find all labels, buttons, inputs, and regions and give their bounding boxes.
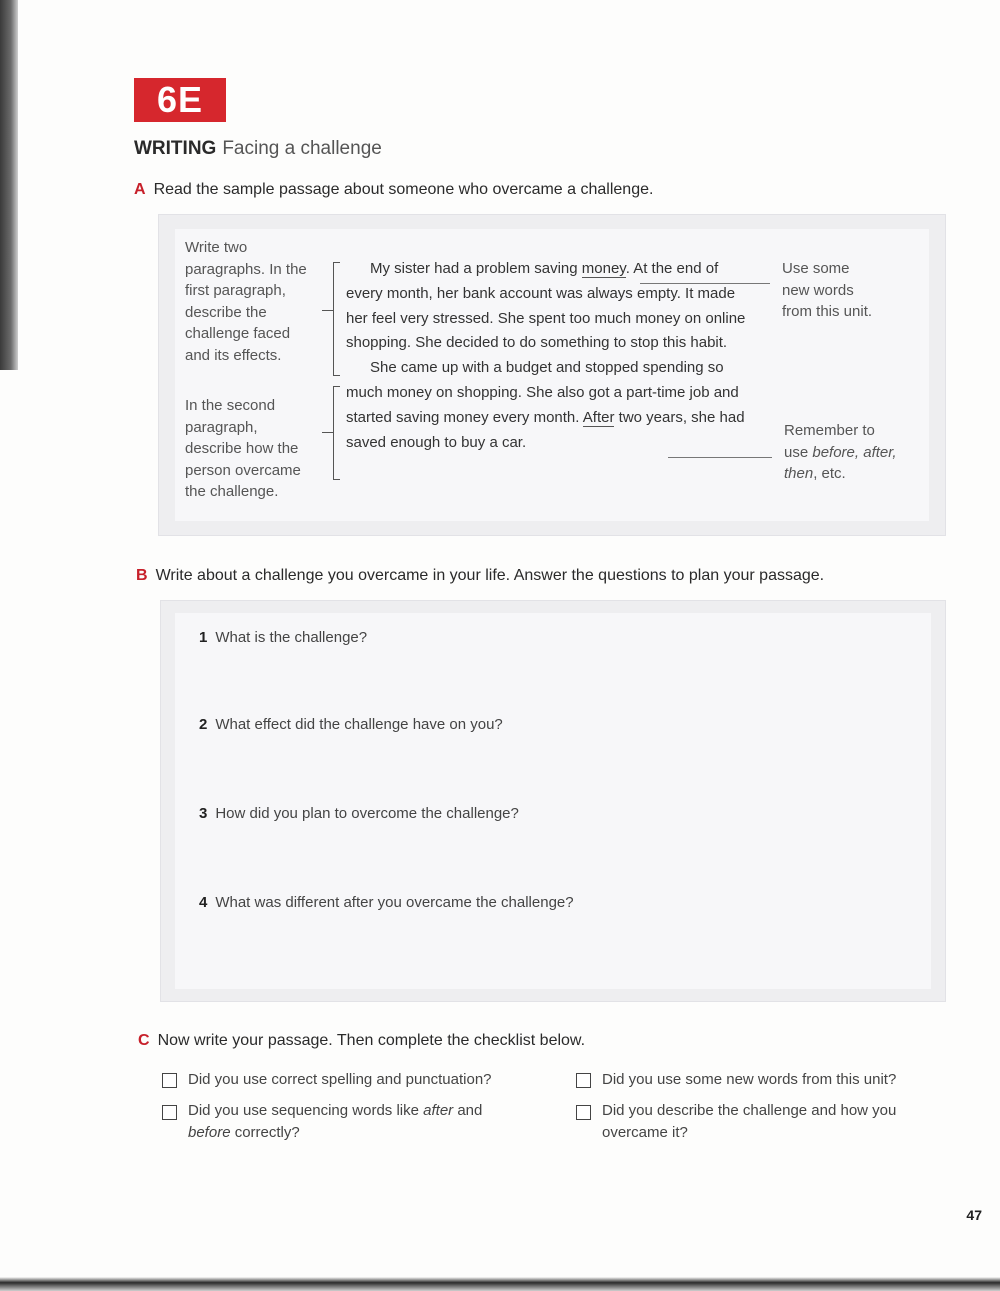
question-number: 4	[199, 894, 208, 911]
sample-passage	[346, 257, 746, 455]
paragraph-text: two years, she had saved enough to buy a car.	[346, 408, 745, 451]
leader-line-sequencing	[668, 457, 772, 458]
checklist-text: overcame it?	[602, 1124, 688, 1141]
note-line: challenge faced	[185, 325, 291, 342]
checklist-item-spelling: Did you use correct spelling and punctuation?	[188, 1071, 492, 1088]
section-a-letter: A	[134, 181, 146, 198]
note-line: and its effects.	[185, 346, 282, 364]
question-2	[199, 716, 503, 733]
plan-panel-inner	[175, 613, 931, 989]
paragraph-1-bracket	[333, 262, 340, 376]
paragraph-2-bracket	[333, 386, 340, 480]
paragraph-text: She came up with a budget and stopped spending so much money on shopping. She also got a part-time job and started saving money every month.	[346, 359, 739, 426]
note-line: Remember to	[784, 422, 875, 439]
question-text: How did you plan to overcome the challenge?	[215, 805, 519, 822]
note-italic: before, after,	[812, 443, 897, 461]
section-b-text: Write about a challenge you overcame in your life. Answer the questions to plan your passage.	[155, 567, 825, 584]
section-b-instruction	[136, 567, 824, 585]
unit-badge: 6E	[134, 78, 226, 122]
section-b-letter: B	[136, 567, 148, 584]
note-line: person overcame	[185, 461, 301, 479]
left-note-first-paragraph	[185, 237, 325, 366]
note-line	[784, 442, 924, 464]
section-a-instruction	[134, 181, 653, 199]
right-note-sequencing	[784, 420, 924, 485]
question-text: What effect did the challenge have on you?	[215, 716, 503, 733]
question-text: What was different after you overcame the challenge?	[215, 894, 574, 911]
checklist-text: Did you use sequencing words like	[188, 1102, 424, 1119]
note-text: use	[784, 443, 813, 461]
question-number: 2	[199, 716, 208, 733]
checklist-italic: before	[188, 1124, 231, 1141]
note-line: new words	[782, 281, 854, 299]
paragraph-text: . At the end of every month, her bank account was always empty. It made her feel very stressed. She spent too much money on online shopping. She decided to do something to stop this habit.	[346, 260, 746, 352]
note-line: Write two	[185, 239, 248, 256]
checklist-text: Did you describe the challenge and how you	[602, 1102, 897, 1119]
question-1	[199, 629, 367, 646]
checklist-item-describe	[602, 1100, 962, 1144]
left-note-second-paragraph	[185, 395, 325, 503]
note-line: paragraphs. In the	[185, 260, 307, 278]
section-c-instruction	[138, 1032, 585, 1050]
underlined-word: money	[581, 260, 626, 277]
paragraph-1-bracket-tick	[322, 310, 333, 311]
leader-line-new-words	[640, 283, 770, 284]
note-line: from this unit.	[782, 303, 873, 320]
checklist-item-sequencing	[188, 1100, 548, 1144]
passage-paragraph-1	[346, 257, 746, 356]
question-text: What is the challenge?	[215, 629, 368, 646]
page-number: 47	[966, 1207, 982, 1223]
heading-title: Facing a challenge	[222, 138, 382, 159]
checklist-text: and	[453, 1102, 483, 1119]
underlined-word: After	[582, 408, 615, 426]
question-number: 1	[199, 629, 208, 646]
checklist-italic: after	[423, 1102, 454, 1119]
note-line: describe the	[185, 303, 267, 321]
page-scan-bottom-edge	[0, 1277, 1000, 1291]
note-line	[784, 463, 924, 485]
note-line: paragraph,	[185, 418, 258, 436]
note-text: , etc.	[813, 465, 846, 482]
section-a-text: Read the sample passage about someone who overcame a challenge.	[153, 181, 654, 198]
note-line: describe how the	[185, 440, 299, 457]
checklist-checkbox-sequencing[interactable]	[162, 1105, 177, 1120]
passage-paragraph-2	[346, 356, 746, 455]
checklist-checkbox-describe[interactable]	[576, 1105, 591, 1120]
section-c-text: Now write your passage. Then complete the checklist below.	[157, 1032, 586, 1049]
paragraph-2-bracket-tick	[322, 432, 333, 433]
section-c-letter: C	[138, 1032, 150, 1049]
note-line: Use some	[782, 260, 850, 277]
page-scan-edge	[0, 0, 18, 370]
question-4	[199, 894, 574, 911]
checklist-checkbox-spelling[interactable]	[162, 1073, 177, 1088]
question-number: 3	[199, 805, 208, 822]
plan-panel	[160, 600, 946, 1002]
note-italic: then	[784, 465, 814, 482]
paragraph-text: My sister had a problem saving	[370, 260, 582, 277]
note-line: the challenge.	[185, 483, 279, 500]
section-heading	[134, 138, 382, 160]
question-3	[199, 805, 519, 822]
right-note-new-words	[782, 258, 922, 323]
heading-keyword: WRITING	[134, 138, 217, 159]
checklist-item-new-words: Did you use some new words from this unit?	[602, 1071, 897, 1088]
checklist-checkbox-new-words[interactable]	[576, 1073, 591, 1088]
note-line: In the second	[185, 397, 276, 414]
note-line: first paragraph,	[185, 282, 286, 299]
checklist-text: correctly?	[230, 1124, 300, 1141]
